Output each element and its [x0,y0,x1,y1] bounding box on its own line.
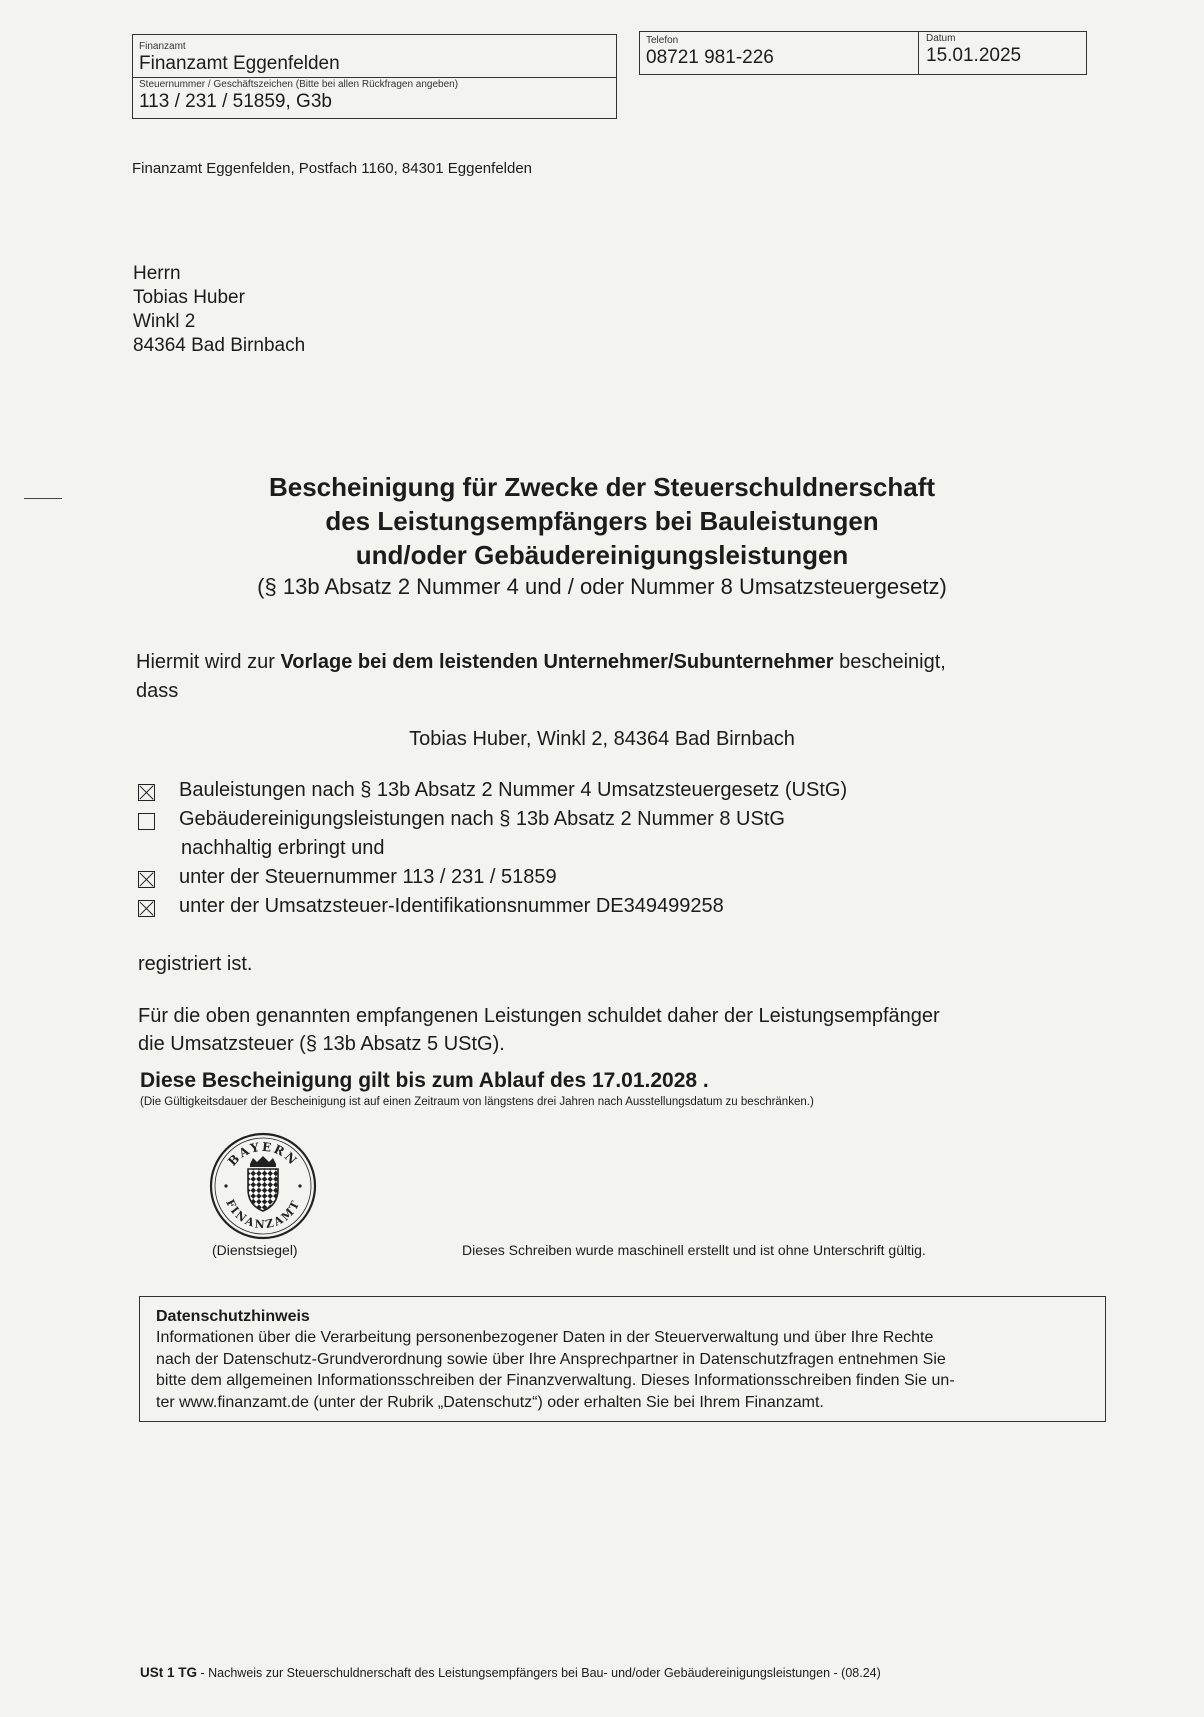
office-name: Finanzamt Eggenfelden [139,53,340,74]
liability-paragraph [138,1002,1098,1058]
date-value: 15.01.2025 [926,45,1022,66]
taxref-value: 113 / 231 / 51859, G3b [139,91,332,112]
office-info-box [132,34,617,119]
checkbox-checked [138,784,155,801]
liability-line-1: Für die oben genannten empfangenen Leistungen schuldet daher der Leistungsempfänger [138,1005,940,1027]
contact-date-box [639,31,1087,75]
checkbox-checked [138,900,155,917]
recipient-address [133,262,305,358]
taxref-label: Steuernummer / Geschäftszeichen (Bitte bei allen Rückfragen angeben) [139,79,459,90]
check-item-label: unter der Steuernummer 113 / 231 / 51859 [179,866,557,888]
recipient-street: Winkl 2 [133,311,196,332]
privacy-heading: Datenschutzhinweis [156,1308,310,1325]
machine-generated-note: Dieses Schreiben wurde maschinell erstellt und ist ohne Unterschrift gültig. [462,1242,926,1258]
check-item-continuation: nachhaltig erbringt und [181,837,385,859]
check-item-construction [138,779,847,808]
form-code: USt 1 TG [140,1665,198,1680]
phone-value: 08721 981-226 [646,47,774,68]
intro-part2: bescheinigt, [833,651,946,673]
title-line-3: und/oder Gebäudereinigungsleistungen [355,540,849,570]
intro-bold: Vorlage bei dem leistenden Unternehmer/Subunternehmer [280,651,834,673]
recipient-city: 84364 Bad Birnbach [133,335,306,356]
check-item-label: Bauleistungen nach § 13b Absatz 2 Nummer 4 Umsatzsteuergesetz (UStG) [179,779,848,801]
privacy-line-4: ter www.finanzamt.de (unter der Rubrik „Datenschutz“) oder erhalten Sie bei Ihrem Finanzamt. [156,1393,824,1411]
document-title [0,470,1204,602]
privacy-line-3: bitte dem allgemeinen Informationsschreiben der Finanzverwaltung. Dieses Informationsschreiben finden Sie un- [156,1372,955,1389]
seal-top-text: BAYERN [225,1139,301,1169]
checkbox-unchecked [138,813,155,830]
office-label: Finanzamt [139,41,186,52]
certificate-holder: Tobias Huber, Winkl 2, 84364 Bad Birnbach [409,728,795,750]
privacy-line-1: Informationen über die Verarbeitung personenbezogener Daten in der Steuerverwaltung und über Ihre Rechte [156,1329,934,1346]
checkbox-list [138,779,847,924]
title-line-1: Bescheinigung für Zwecke der Steuerschuldnerschaft [268,472,936,502]
seal-caption: (Dienstsiegel) [212,1242,298,1258]
check-item-cleaning [138,808,847,837]
date-label: Datum [926,33,956,44]
intro-part1: Hiermit wird zur [136,651,281,673]
title-legal-reference: (§ 13b Absatz 2 Nummer 4 und / oder Nummer 8 Umsatzsteuergesetz) [257,574,947,599]
privacy-notice-box [139,1296,1106,1422]
seal-bottom-text: FINANZAMT [223,1197,303,1232]
registered-text: registriert ist. [138,953,253,975]
check-item-vatid [138,895,847,924]
phone-label: Telefon [646,35,679,46]
intro-paragraph [136,648,1076,706]
validity-note: (Die Gültigkeitsdauer der Bescheinigung ist auf einen Zeitraum von längstens drei Jahren nach Ausstellungsdatum zu beschränken.) [140,1096,814,1108]
privacy-line-2: nach der Datenschutz-Grundverordnung sowie über Ihre Ansprechpartner in Datenschutzfragen entnehmen Sie [156,1350,946,1368]
check-item-label: Gebäudereinigungsleistungen nach § 13b Absatz 2 Nummer 8 UStG [179,808,785,830]
form-footer [140,1665,881,1680]
recipient-salutation: Herrn [133,263,181,284]
intro-line2: dass [136,680,179,702]
form-description: - Nachweis zur Steuerschuldnerschaft des Leistungsempfängers bei Bau- und/oder Gebäudereinigungsleistungen - (08.24) [197,1666,881,1680]
checkbox-checked [138,871,155,888]
validity-statement: Diese Bescheinigung gilt bis zum Ablauf des 17.01.2028 . [140,1069,709,1092]
liability-line-2: die Umsatzsteuer (§ 13b Absatz 5 UStG). [138,1033,505,1055]
check-item-taxnumber [138,866,847,895]
recipient-name: Tobias Huber [133,287,245,308]
official-seal [208,1131,318,1241]
check-item-label: unter der Umsatzsteuer-Identifikationsnummer DE349499258 [179,895,724,917]
title-line-2: des Leistungsempfängers bei Bauleistungen [325,506,879,536]
sender-line: Finanzamt Eggenfelden, Postfach 1160, 84301 Eggenfelden [132,160,533,177]
